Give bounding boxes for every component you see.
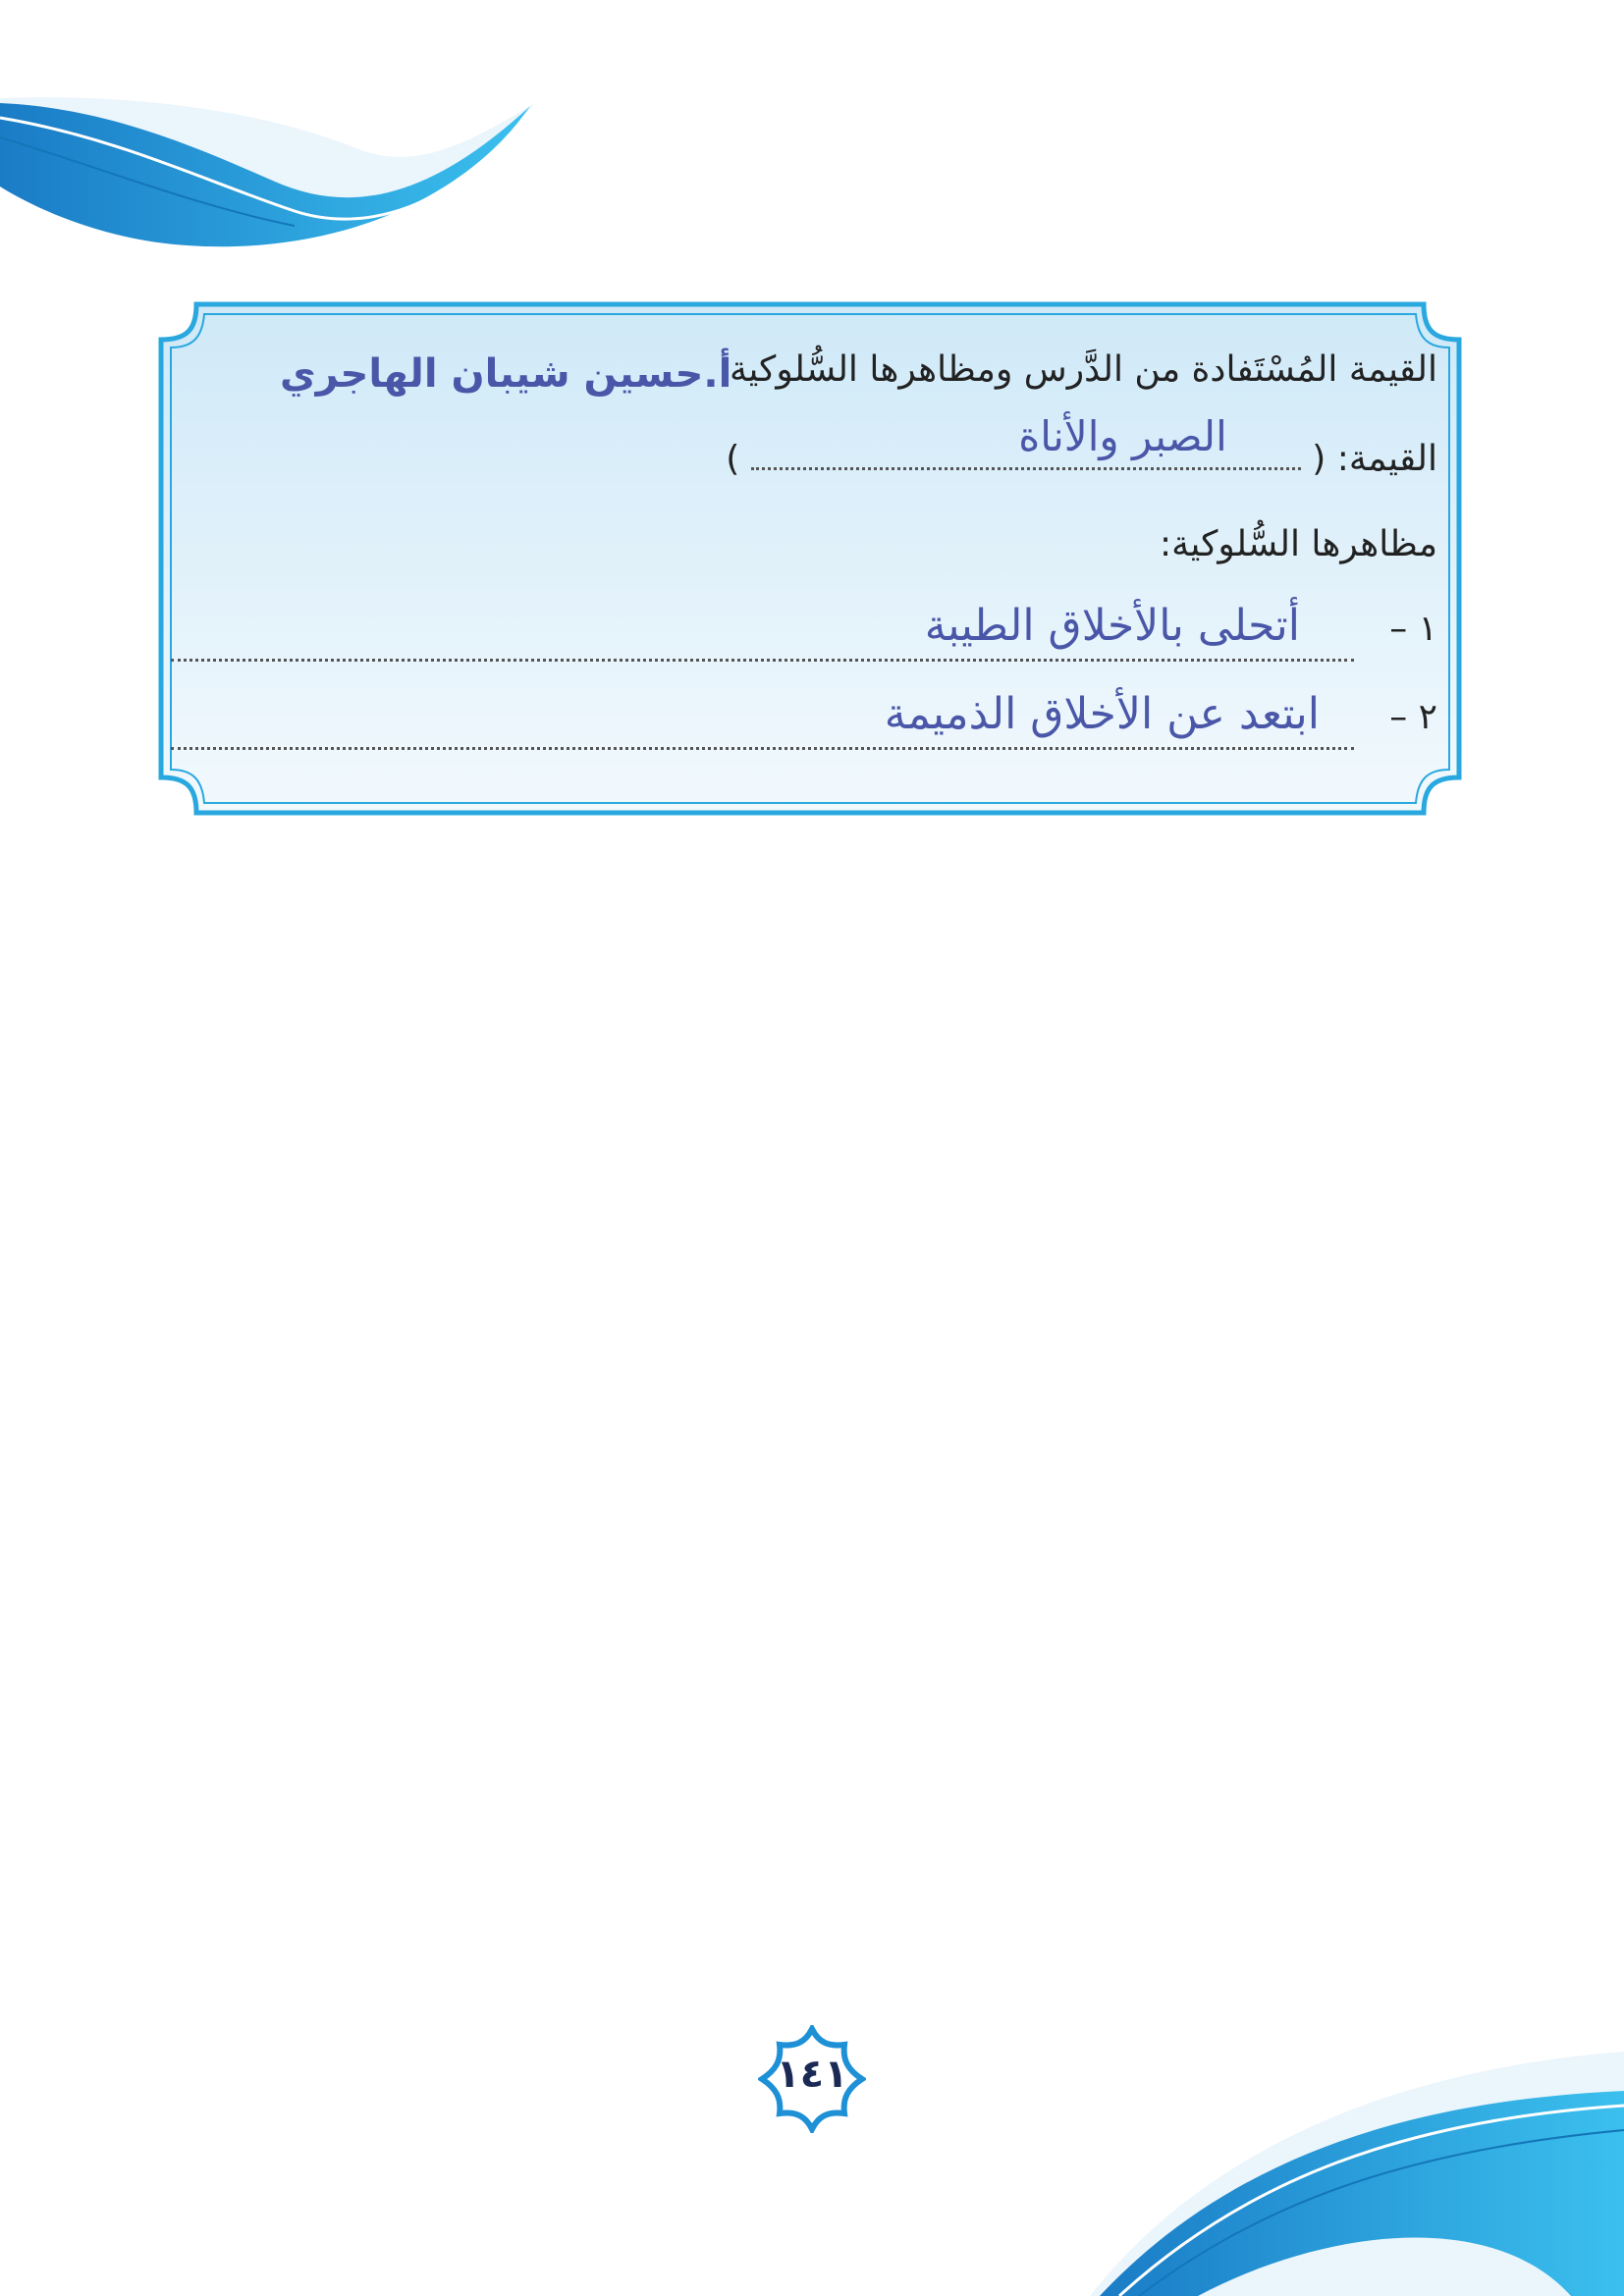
value-answer-field[interactable] [751,412,1301,470]
page-number: ١٤١ [776,2052,848,2097]
item-answer-1: أتحلى بالأخلاق الطيبة [924,601,1300,651]
value-answer: الصبر والأناة [1018,412,1227,460]
section-heading: القيمة المُسْتَفادة من الدَّرس ومظاهرها السُّلوكية: [717,349,1437,390]
answer-field-1[interactable] [171,659,1354,662]
author-name: أ.حسين شيبان الهاجري [280,351,732,397]
item-number: ٢ – [1389,697,1437,737]
value-line [726,412,1437,479]
value-close-paren: ) [726,439,740,479]
item-number: ١ – [1389,609,1437,649]
behavior-item-2 [171,689,1437,756]
answer-field-2[interactable] [171,747,1354,750]
behaviors-label: مظاهرها السُّلوكية: [1159,524,1437,564]
value-label: القيمة: ( [1312,439,1437,479]
top-wave-decoration [0,0,550,265]
bottom-wave-decoration [1080,2012,1624,2296]
behavior-item-1 [171,601,1437,667]
item-answer-2: ابتعد عن الأخلاق الذميمة [884,689,1320,739]
